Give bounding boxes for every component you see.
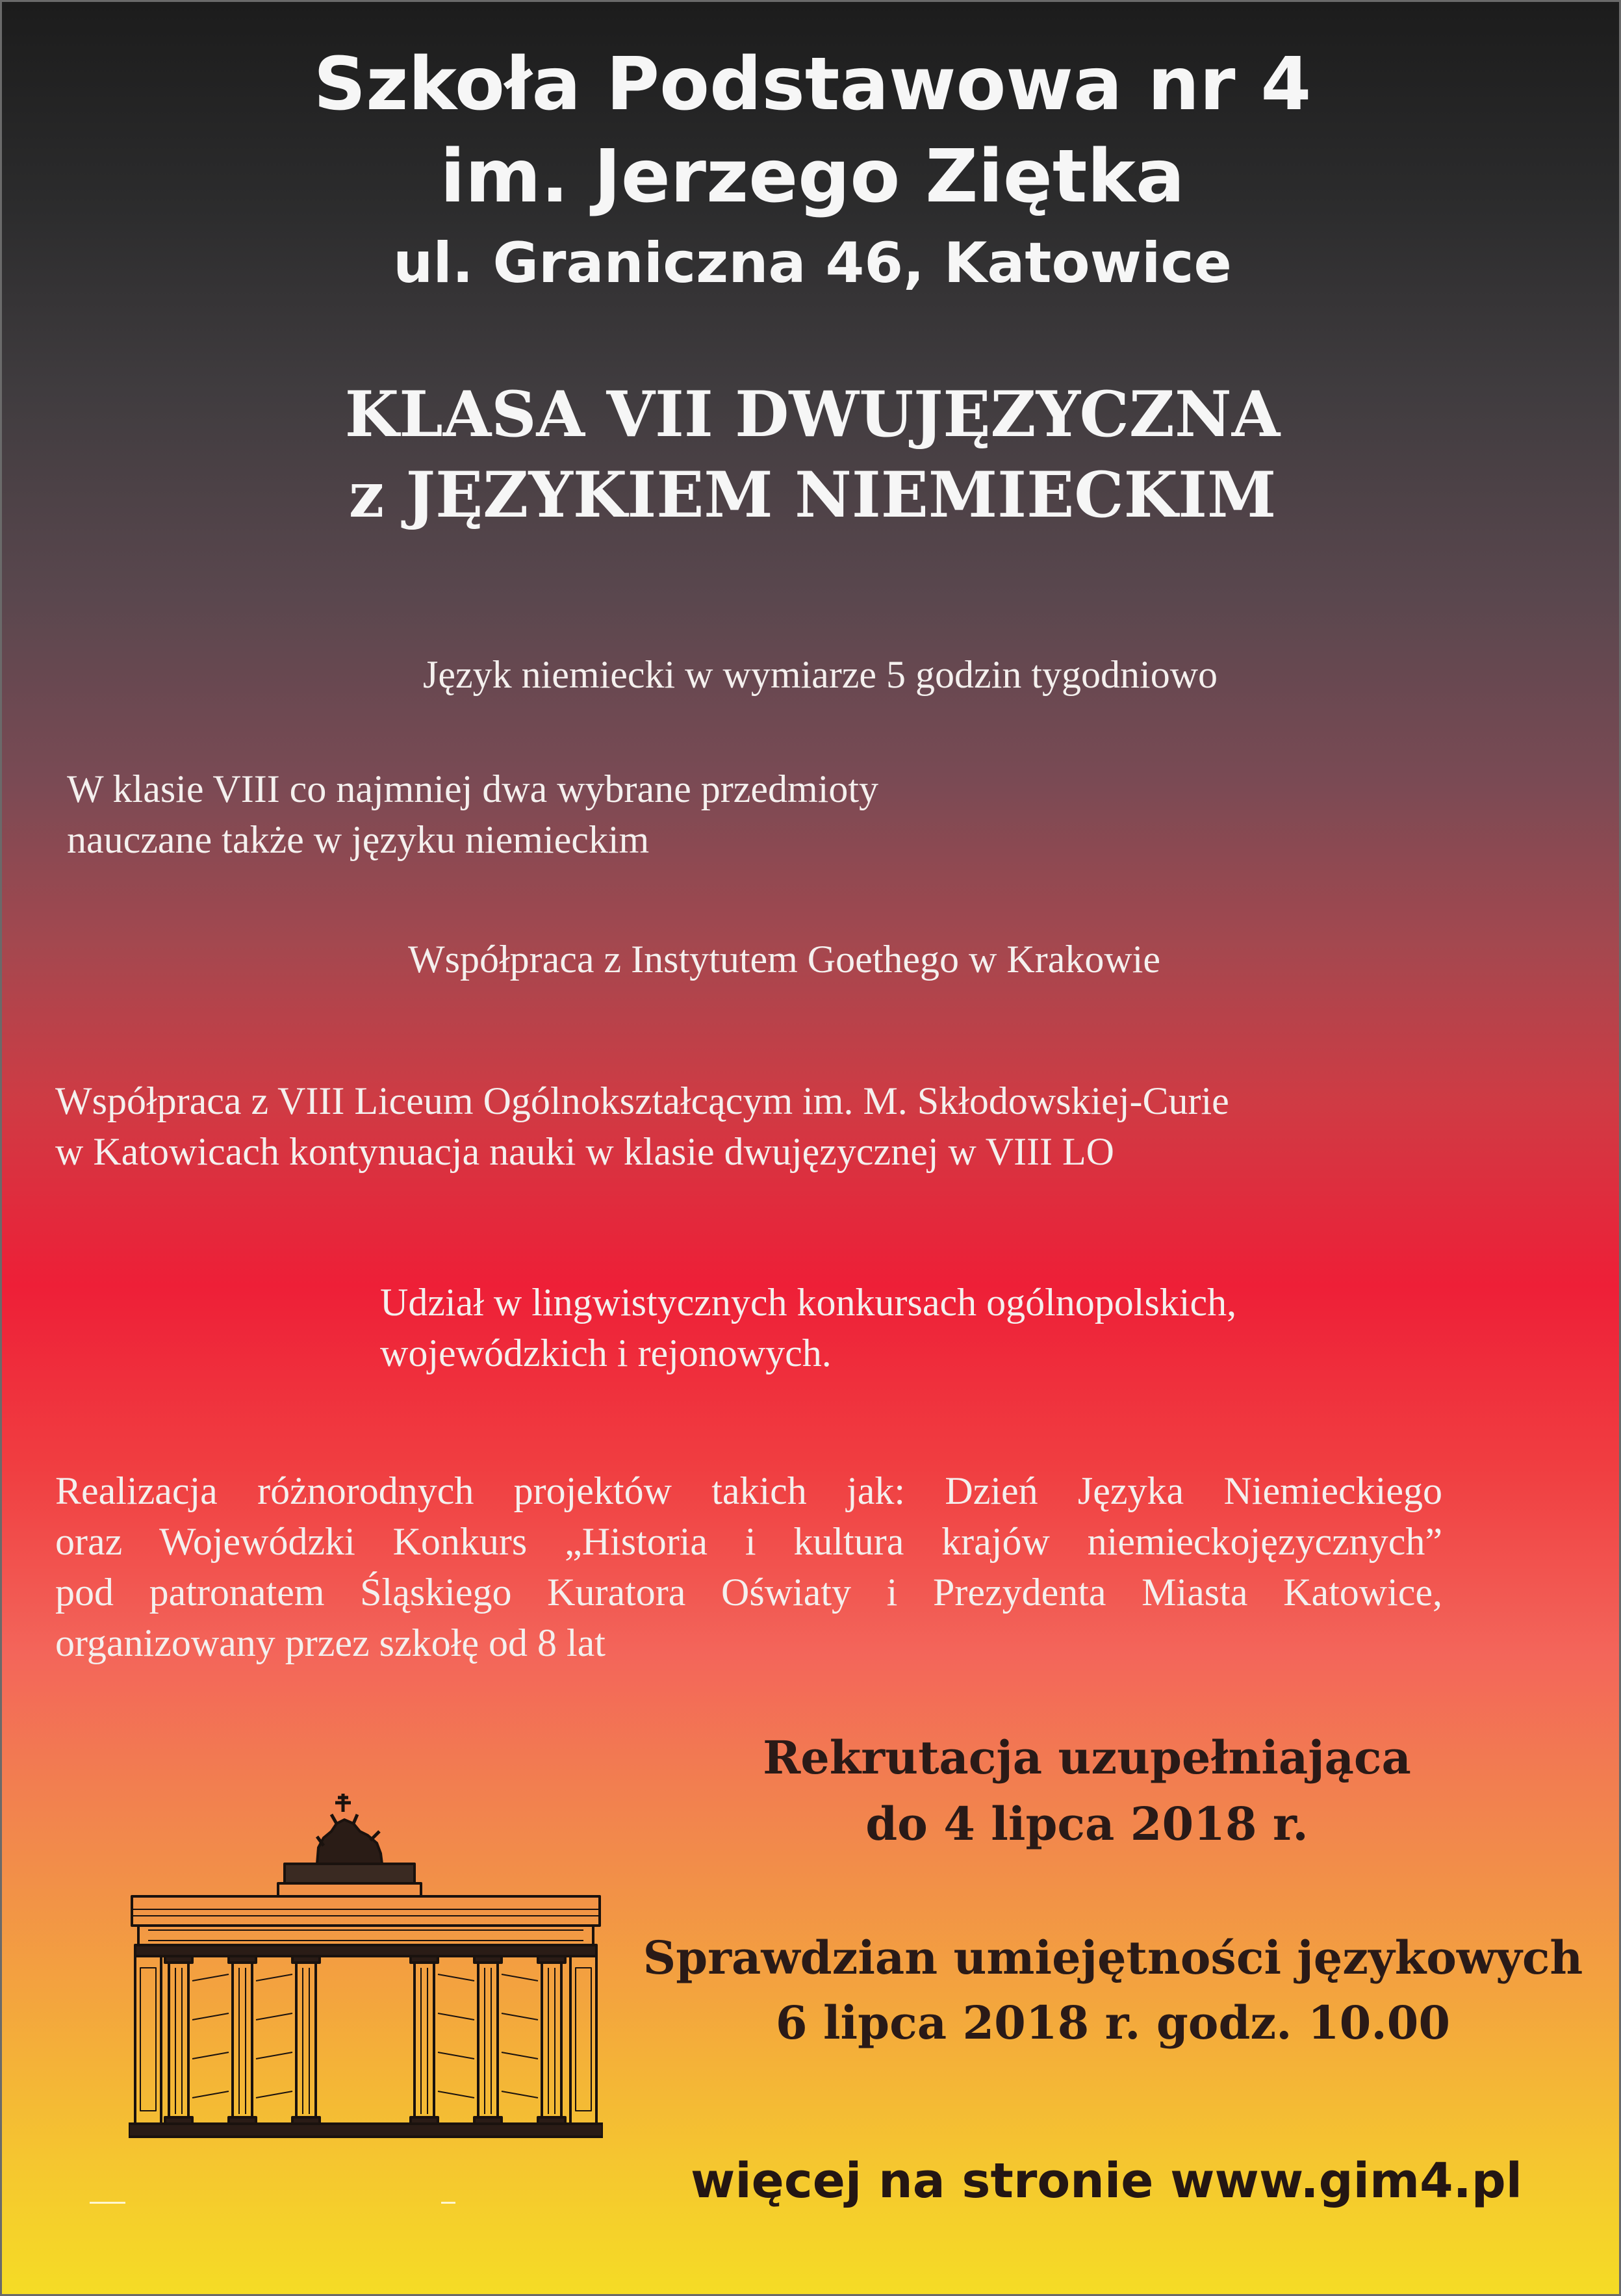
feature-projects: [55, 1465, 1442, 1668]
website-info: więcej na stronie www.gim4.pl: [690, 2153, 1523, 2209]
feature-projects-line3: pod patronatem Śląskiego Kuratora Oświaty i Prezydenta Miasta Katowice,: [55, 1571, 1442, 1614]
feature-contests-line2: wojewódzkich i rejonowych.: [380, 1332, 832, 1374]
decorative-line-right: [441, 2202, 455, 2204]
brandenburg-gate-icon: [129, 1786, 603, 2147]
class-title-line1: KLASA VII DWUJĘZYCZNA: [344, 378, 1281, 451]
feature-hours: Język niemiecki w wymiarze 5 godzin tygodniowo: [423, 653, 1218, 696]
feature-liceum-line2: w Katowicach kontynuacja nauki w klasie dwujęzycznej w VIII LO: [55, 1130, 1114, 1173]
class-title-line2: z JĘZYKIEM NIEMIECKIM: [348, 458, 1277, 532]
school-name: Szkoła Podstawowa nr 4: [313, 42, 1312, 127]
feature-projects-line2: oraz Wojewódzki Konkurs „Historia i kultura krajów niemieckojęzycznych”: [55, 1520, 1442, 1563]
feature-subjects-line1: W klasie VIII co najmniej dwa wybrane przedmioty: [67, 767, 879, 810]
exam-title: Sprawdzian umiejętności językowych: [643, 1931, 1583, 1985]
feature-projects-line4: organizowany przez szkołę od 8 lat: [55, 1621, 606, 1664]
feature-projects-line1: Realizacja różnorodnych projektów takich jak: Dzień Języka Niemieckiego: [55, 1469, 1442, 1512]
feature-liceum-line1: Współpraca z VIII Liceum Ogólnokształcącym im. M. Skłodowskiej-Curie: [55, 1079, 1229, 1122]
school-patron: im. Jerzego Ziętka: [440, 135, 1185, 219]
feature-subjects-line2: nauczane także w języku niemieckim: [67, 818, 650, 861]
recruitment-date: do 4 lipca 2018 r.: [865, 1797, 1308, 1851]
exam-date: 6 lipca 2018 r. godz. 10.00: [775, 1996, 1451, 2050]
feature-goethe: Współpraca z Instytutem Goethego w Krakowie: [408, 938, 1160, 981]
school-address: ul. Graniczna 46, Katowice: [393, 231, 1232, 296]
decorative-line-left: [90, 2202, 125, 2204]
feature-contests-line1: Udział w lingwistycznych konkursach ogólnopolskich,: [380, 1281, 1237, 1324]
recruitment-title: Rekrutacja uzupełniająca: [763, 1731, 1411, 1785]
